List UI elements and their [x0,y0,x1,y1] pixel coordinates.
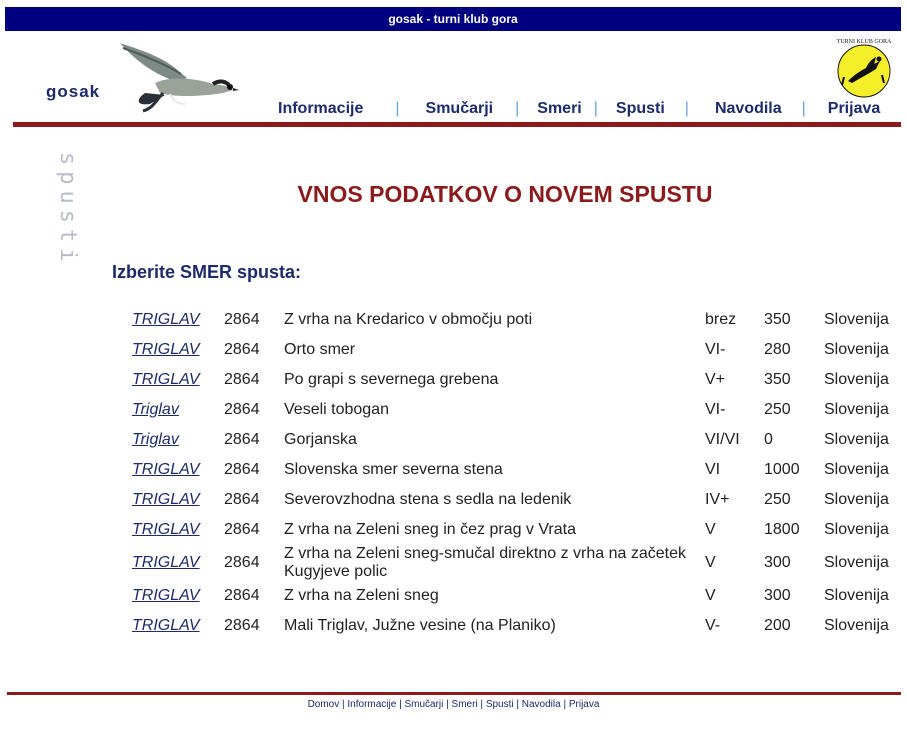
nav-separator: | [801,100,806,117]
footer-separator: | [560,699,569,710]
route-vertical: 280 [764,341,791,358]
route-vertical: 300 [764,554,791,571]
route-select-prompt: Izberite SMER spusta: [112,262,302,282]
route-country: Slovenija [824,587,889,604]
route-country: Slovenija [824,431,889,448]
nav-smucarji[interactable]: Smučarji [425,100,494,117]
nav-smeri[interactable]: Smeri [537,100,582,117]
route-grade: VI- [705,401,726,418]
nav-separator: | [684,100,689,117]
route-country: Slovenija [824,371,889,388]
nav-navodila[interactable]: Navodila [714,100,782,117]
route-grade: VI/VI [705,431,740,448]
header-divider [13,122,901,127]
footer-link-spusti[interactable]: Spusti [485,699,514,710]
footer-nav [0,699,907,710]
route-peak-link[interactable]: TRIGLAV [132,521,200,538]
route-grade: VI [705,461,721,478]
route-description: Slovenska smer severna stena [284,461,503,478]
route-description: Po grapi s severnega grebena [284,371,499,388]
table-row [124,485,902,515]
route-peak-link[interactable]: Triglav [132,401,179,418]
table-row [124,581,902,611]
nav-informacije[interactable]: Informacije [278,100,364,117]
badge-text: TURNI KLUB GORA [836,39,892,45]
route-description: Z vrha na Zeleni sneg [284,587,439,604]
footer-link-prijava[interactable]: Prijava [568,699,600,710]
main-nav [264,98,894,120]
route-description: Gorjanska [284,431,357,448]
footer-link-informacije[interactable]: Informacije [347,699,397,710]
route-vertical: 350 [764,311,791,328]
route-peak-link[interactable]: TRIGLAV [132,587,200,604]
route-grade: V+ [705,371,726,388]
route-vertical: 1000 [764,461,800,478]
route-peak-link[interactable]: TRIGLAV [132,617,200,634]
route-vertical: 300 [764,587,791,604]
route-country: Slovenija [824,491,889,508]
route-peak-link[interactable]: TRIGLAV [132,371,200,388]
route-grade: V [705,587,716,604]
route-grade: V- [705,617,721,634]
route-height: 2864 [224,431,260,448]
route-height: 2864 [224,341,260,358]
logo-text[interactable]: gosak [46,82,101,101]
route-grade: V [705,554,716,571]
footer-separator: | [396,699,405,710]
route-description: Severovzhodna stena s sedla na ledenik [284,491,572,508]
route-height: 2864 [224,617,260,634]
route-peak-link[interactable]: TRIGLAV [132,491,200,508]
site-title-bar: gosak - turni klub gora [5,7,901,31]
table-row [124,335,902,365]
route-peak-link[interactable]: TRIGLAV [132,341,200,358]
route-peak-link[interactable]: TRIGLAV [132,554,200,571]
route-vertical: 350 [764,371,791,388]
route-vertical: 250 [764,491,791,508]
route-country: Slovenija [824,521,889,538]
footer-separator: | [443,699,452,710]
route-peak-link[interactable]: TRIGLAV [132,311,200,328]
footer-link-navodila[interactable]: Navodila [521,699,561,710]
route-height: 2864 [224,554,260,571]
nav-separator: | [593,100,598,117]
route-description: Orto smer [284,341,356,358]
table-row [124,425,902,455]
route-grade: V [705,521,716,538]
goose-logo-icon [115,38,240,113]
route-description: Z vrha na Kredarico v območju poti [284,311,533,328]
route-peak-link[interactable]: TRIGLAV [132,461,200,478]
route-grade: brez [705,311,737,328]
footer-separator: | [339,699,348,710]
table-row [124,395,902,425]
route-vertical: 1800 [764,521,800,538]
routes-table [124,305,902,641]
club-badge-icon [830,35,898,107]
nav-separator: | [515,100,520,117]
route-country: Slovenija [824,401,889,418]
route-country: Slovenija [824,617,889,634]
table-row [124,305,902,335]
table-row [124,515,902,545]
page-title: VNOS PODATKOV O NOVEM SPUSTU [297,181,713,207]
footer-link-domov[interactable]: Domov [307,699,340,710]
nav-prijava[interactable]: Prijava [827,100,881,117]
table-row [124,545,902,581]
footer-link-smeri[interactable]: Smeri [451,699,478,710]
route-height: 2864 [224,491,260,508]
route-description: Z vrha na Zeleni sneg-smučal direktno z vrha na začetek Kugyjeve polic [284,545,686,580]
footer-separator: | [477,699,486,710]
route-vertical: 250 [764,401,791,418]
route-peak-link[interactable]: Triglav [132,431,179,448]
route-grade: IV+ [705,491,730,508]
route-vertical: 200 [764,617,791,634]
route-height: 2864 [224,521,260,538]
route-country: Slovenija [824,311,889,328]
table-row [124,455,902,485]
footer-separator: | [513,699,522,710]
route-height: 2864 [224,371,260,388]
footer-divider [7,692,901,695]
route-grade: VI- [705,341,726,358]
route-country: Slovenija [824,341,889,358]
route-description: Mali Triglav, Južne vesine (na Planiko) [284,617,556,634]
section-vertical-label: spusti [55,152,80,268]
route-country: Slovenija [824,554,889,571]
route-height: 2864 [224,401,260,418]
table-row [124,365,902,395]
route-description: Z vrha na Zeleni sneg in čez prag v Vrata [284,521,576,538]
nav-spusti[interactable]: Spusti [615,100,665,117]
footer-link-smučarji[interactable]: Smučarji [404,699,444,710]
nav-separator: | [395,100,400,117]
route-country: Slovenija [824,461,889,478]
route-height: 2864 [224,587,260,604]
route-vertical: 0 [764,431,773,448]
route-height: 2864 [224,311,260,328]
route-description: Veseli tobogan [284,401,389,418]
route-height: 2864 [224,461,260,478]
table-row [124,611,902,641]
